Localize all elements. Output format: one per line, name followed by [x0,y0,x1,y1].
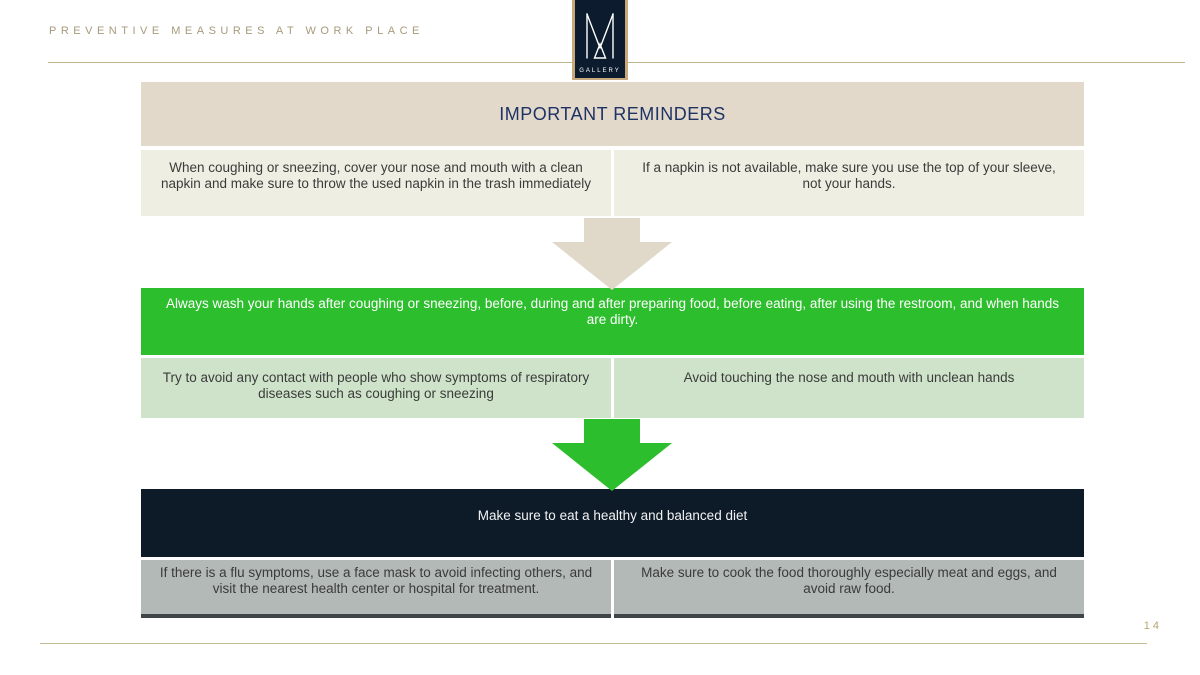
section3-row [141,560,1084,618]
wash-hands-banner: Always wash your hands after coughing or sneezing, before, during and after preparing food, before eating, after using the restroom, and when hands are dirty. [141,288,1084,355]
reminder-cell-avoid-contact: Try to avoid any contact with people who show symptoms of respiratory diseases such as coughing or sneezing [141,358,611,418]
reminder-cell-napkin: When coughing or sneezing, cover your nose and mouth with a clean napkin and make sure to throw the used napkin in the trash immediately [141,150,611,216]
reminder-cell-cook-food: Make sure to cook the food thoroughly especially meat and eggs, and avoid raw food. [614,560,1084,618]
down-arrow-green-icon [552,419,672,491]
bottom-divider-line [40,643,1147,644]
down-arrow-beige-icon [552,218,672,290]
reminder-cell-sleeve: If a napkin is not available, make sure you use the top of your sleeve, not your hands. [614,150,1084,216]
logo-wordmark: GALLERY [579,68,621,74]
section1-row [141,150,1084,216]
important-reminders-header: IMPORTANT REMINDERS [141,82,1084,146]
reminder-cell-avoid-touching: Avoid touching the nose and mouth with unclean hands [614,358,1084,418]
healthy-diet-banner: Make sure to eat a healthy and balanced diet [141,489,1084,557]
section2-row [141,358,1084,418]
mgallery-logo [572,0,628,80]
m-monogram-icon [577,10,623,66]
reminder-cell-face-mask: If there is a flu symptoms, use a face mask to avoid infecting others, and visit the nearest health center or hospital for treatment. [141,560,611,618]
slide-title: PREVENTIVE MEASURES AT WORK PLACE [49,25,424,37]
page-number: 14 [1143,620,1162,632]
